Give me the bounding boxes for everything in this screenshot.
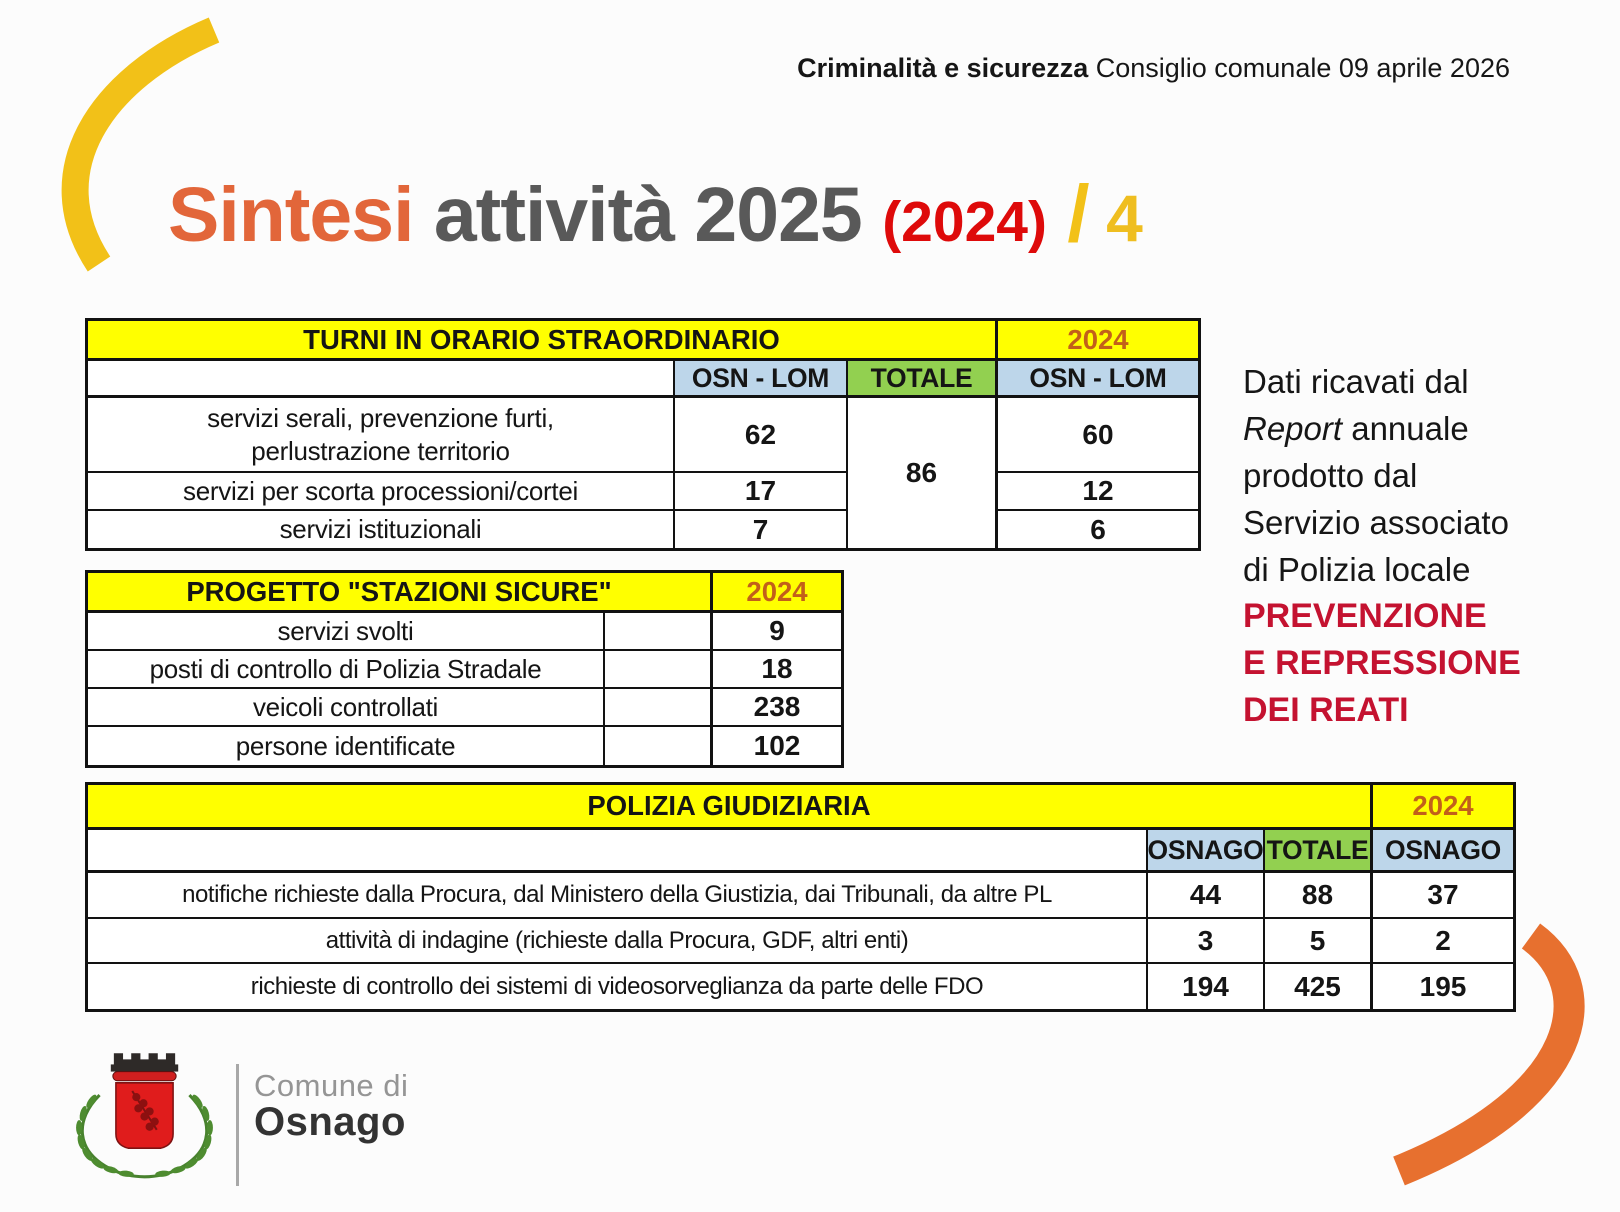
turni-title-cell: TURNI IN ORARIO STRAORDINARIO bbox=[88, 321, 998, 361]
turni-value-2024: 6 bbox=[1090, 513, 1106, 545]
turni-value-2024: 12 bbox=[998, 473, 1198, 511]
stazioni-value-2024: 9 bbox=[713, 613, 841, 651]
note-emphasis-line: E REPRESSIONE bbox=[1243, 644, 1521, 682]
turni-value-osn: 17 bbox=[675, 473, 848, 511]
stazioni-row-label: persone identificate bbox=[88, 727, 605, 765]
stazioni-row-label: servizi svolti bbox=[88, 613, 605, 651]
stazioni-title-cell: PROGETTO "STAZIONI SICURE" bbox=[88, 573, 713, 613]
turni-row-label: servizi istituzionali bbox=[88, 511, 675, 548]
stazioni-empty-cell bbox=[605, 613, 713, 651]
stazioni-value-2024: 102 bbox=[753, 730, 801, 761]
turni-empty-header-cell bbox=[88, 361, 675, 398]
giudiziaria-value-totale: 88 bbox=[1265, 873, 1373, 919]
note-line: Report annuale bbox=[1243, 410, 1469, 447]
title-word-attivita: attività 2025 bbox=[413, 172, 862, 258]
giudiziaria-row-label: richieste di controllo dei sistemi di videosorveglianza da parte delle FDO bbox=[88, 964, 1148, 1009]
title-page-number: 4 bbox=[1106, 181, 1143, 255]
stazioni-empty-cell bbox=[605, 651, 713, 689]
giudiziaria-row-label: attività di indagine (richieste dalla Procura, GDF, altri enti) bbox=[88, 919, 1148, 964]
turni-value-osn: 62 bbox=[675, 398, 848, 473]
giudiziaria-col-osnago-2024: OSNAGO bbox=[1373, 830, 1513, 873]
giudiziaria-empty-header-cell bbox=[88, 830, 1148, 873]
source-note bbox=[1243, 358, 1521, 734]
note-line: prodotto dal bbox=[1243, 457, 1418, 494]
turni-totale-merged: 86 bbox=[848, 398, 998, 548]
giudiziaria-col-totale: TOTALE bbox=[1265, 830, 1373, 873]
giudiziaria-col-osnago: OSNAGO bbox=[1148, 830, 1265, 873]
logo-divider bbox=[236, 1064, 239, 1186]
slide-header-note bbox=[797, 53, 1510, 84]
turni-col-totale: TOTALE bbox=[848, 361, 998, 398]
logo-text-comune-di: Comune di bbox=[254, 1068, 409, 1103]
page-title bbox=[168, 168, 1143, 260]
giudiziaria-value-2024: 195 bbox=[1419, 970, 1467, 1002]
giudiziaria-row-label: notifiche richieste dalla Procura, dal Ministero della Giustizia, dai Tribunali, da altre PL bbox=[88, 873, 1148, 919]
giudiziaria-value-osnago: 3 bbox=[1148, 919, 1265, 964]
turni-year-cell: 2024 bbox=[998, 321, 1198, 361]
title-slash: / bbox=[1067, 169, 1090, 258]
turni-row-label: servizi serali, prevenzione furti, perlustrazione territorio bbox=[88, 398, 675, 473]
header-event: Consiglio comunale 09 aprile 2026 bbox=[1088, 53, 1510, 83]
giudiziaria-value-osnago: 194 bbox=[1148, 964, 1265, 1009]
note-emphasis-line: DEI REATI bbox=[1243, 691, 1409, 729]
osnago-crest-icon bbox=[62, 1044, 227, 1187]
table-polizia-giudiziaria bbox=[85, 782, 1516, 1012]
stazioni-empty-cell bbox=[605, 727, 713, 765]
stazioni-empty-cell bbox=[605, 689, 713, 727]
title-year-paren: (2024) bbox=[882, 190, 1047, 254]
table-turni-orario-straordinario bbox=[85, 318, 1201, 551]
turni-row-label: servizi per scorta processioni/cortei bbox=[88, 473, 675, 511]
stazioni-row-label: veicoli controllati bbox=[88, 689, 605, 727]
stazioni-value-2024: 238 bbox=[713, 689, 841, 727]
note-line: di Polizia locale bbox=[1243, 551, 1471, 588]
turni-col-osn-lom: OSN - LOM bbox=[675, 361, 848, 398]
stazioni-row-label: posti di controllo di Polizia Stradale bbox=[88, 651, 605, 689]
logo-text-osnago: Osnago bbox=[254, 1100, 406, 1144]
giudiziaria-year-cell: 2024 bbox=[1373, 785, 1513, 830]
table-progetto-stazioni-sicure bbox=[85, 570, 844, 768]
title-word-sintesi: Sintesi bbox=[168, 172, 414, 258]
giudiziaria-value-totale: 425 bbox=[1265, 964, 1373, 1009]
giudiziaria-value-totale: 5 bbox=[1265, 919, 1373, 964]
note-report-italic: Report bbox=[1243, 410, 1343, 447]
turni-value-2024: 60 bbox=[998, 398, 1198, 473]
turni-col-osn-lom-2024: OSN - LOM bbox=[998, 361, 1198, 398]
note-emphasis-line: PREVENZIONE bbox=[1243, 597, 1487, 635]
stazioni-year-cell: 2024 bbox=[713, 573, 841, 613]
giudiziaria-title-cell: POLIZIA GIUDIZIARIA bbox=[88, 785, 1373, 830]
giudiziaria-value-osnago: 44 bbox=[1148, 873, 1265, 919]
turni-value-osn: 7 bbox=[675, 511, 848, 548]
giudiziaria-value-2024: 2 bbox=[1373, 919, 1513, 964]
stazioni-value-2024: 18 bbox=[713, 651, 841, 689]
note-line: Dati ricavati dal bbox=[1243, 363, 1469, 400]
header-topic: Criminalità e sicurezza bbox=[797, 53, 1089, 83]
note-line: Servizio associato bbox=[1243, 504, 1509, 541]
giudiziaria-value-2024: 37 bbox=[1373, 873, 1513, 919]
